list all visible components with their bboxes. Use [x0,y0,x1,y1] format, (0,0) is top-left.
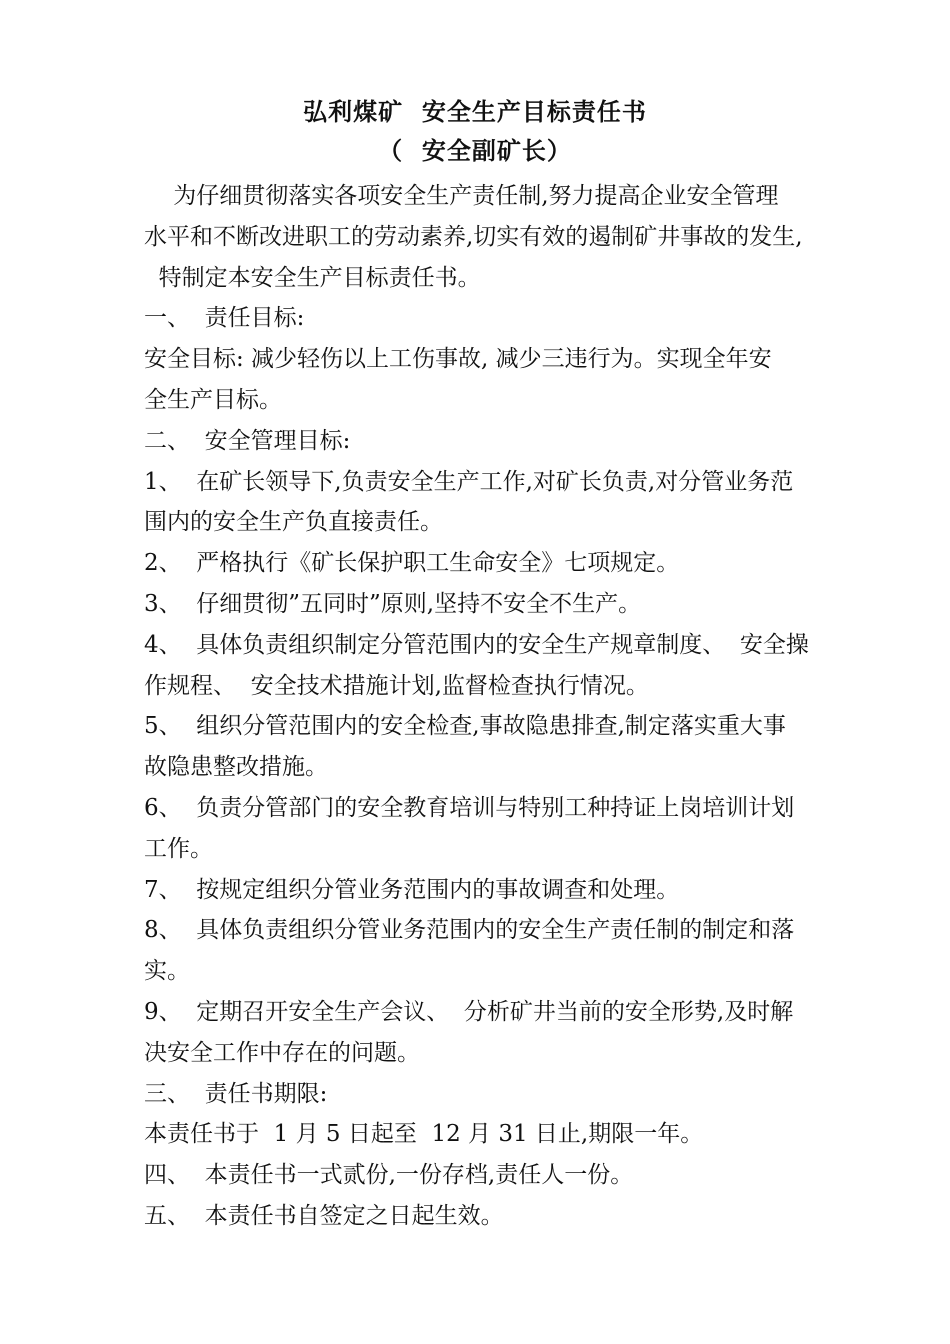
item-5-line-1: 5、 组织分管范围内的安全检查,事故隐患排查,制定落实重大事 [144,713,786,740]
item-9-line-2: 决安全工作中存在的问题。 [144,1039,420,1066]
item-5-line-2: 故隐患整改措施。 [144,754,328,781]
item-6-line-1: 6、 负责分管部门的安全教育培训与特别工种持证上岗培训计划 [144,794,795,821]
item-9-line-1: 9、 定期召开安全生产会议、 分析矿井当前的安全形势,及时解 [144,998,794,1025]
safety-goal-line-2: 全生产目标。 [144,386,282,413]
item-4-line-2: 作规程、 安全技术措施计划,监督检查执行情况。 [144,672,649,699]
item-1-line-1: 1、 在矿长领导下,负责安全生产工作,对矿长负责,对分管业务范 [144,468,794,495]
item-2: 2、 严格执行《矿长保护职工生命安全》七项规定。 [144,550,680,577]
term-line: 本责任书于 1 月 5 日起至 12 月 31 日止,期限一年。 [144,1121,704,1148]
document-body [144,176,824,1237]
document-subtitle: （ 安全副矿长） [378,137,572,165]
item-7: 7、 按规定组织分管业务范围内的事故调查和处理。 [144,876,680,903]
item-8-line-1: 8、 具体负责组织分管业务范围内的安全生产责任制的制定和落 [144,917,795,944]
section-heading-term: 三、 责任书期限: [144,1080,328,1107]
intro-line-3: 特制定本安全生产目标责任书。 [144,264,481,291]
item-1-line-2: 围内的安全生产负直接责任。 [144,509,443,536]
item-8-line-2: 实。 [144,958,190,985]
document-title: 弘利煤矿 安全生产目标责任书 [303,98,647,126]
section-five: 五、 本责任书自签定之日起生效。 [144,1202,504,1229]
intro-line-1: 为仔细贯彻落实各项安全生产责任制,努力提高企业安全管理 [144,183,779,209]
section-heading-management-goal: 二、 安全管理目标: [144,427,351,454]
item-3: 3、 仔细贯彻”五同时”原则,坚持不安全不生产。 [144,590,642,617]
safety-goal-line-1: 安全目标: 减少轻伤以上工伤事故, 减少三违行为。实现全年安 [144,346,772,373]
item-6-line-2: 工作。 [144,835,213,862]
section-four: 四、 本责任书一式贰份,一份存档,责任人一份。 [144,1162,634,1189]
item-4-line-1: 4、 具体负责组织制定分管范围内的安全生产规章制度、 安全操 [144,631,809,658]
section-heading-responsibility-goal: 一、 责任目标: [144,305,305,332]
intro-line-2: 水平和不断改进职工的劳动素养,切实有效的遏制矿井事故的发生, [144,223,803,250]
